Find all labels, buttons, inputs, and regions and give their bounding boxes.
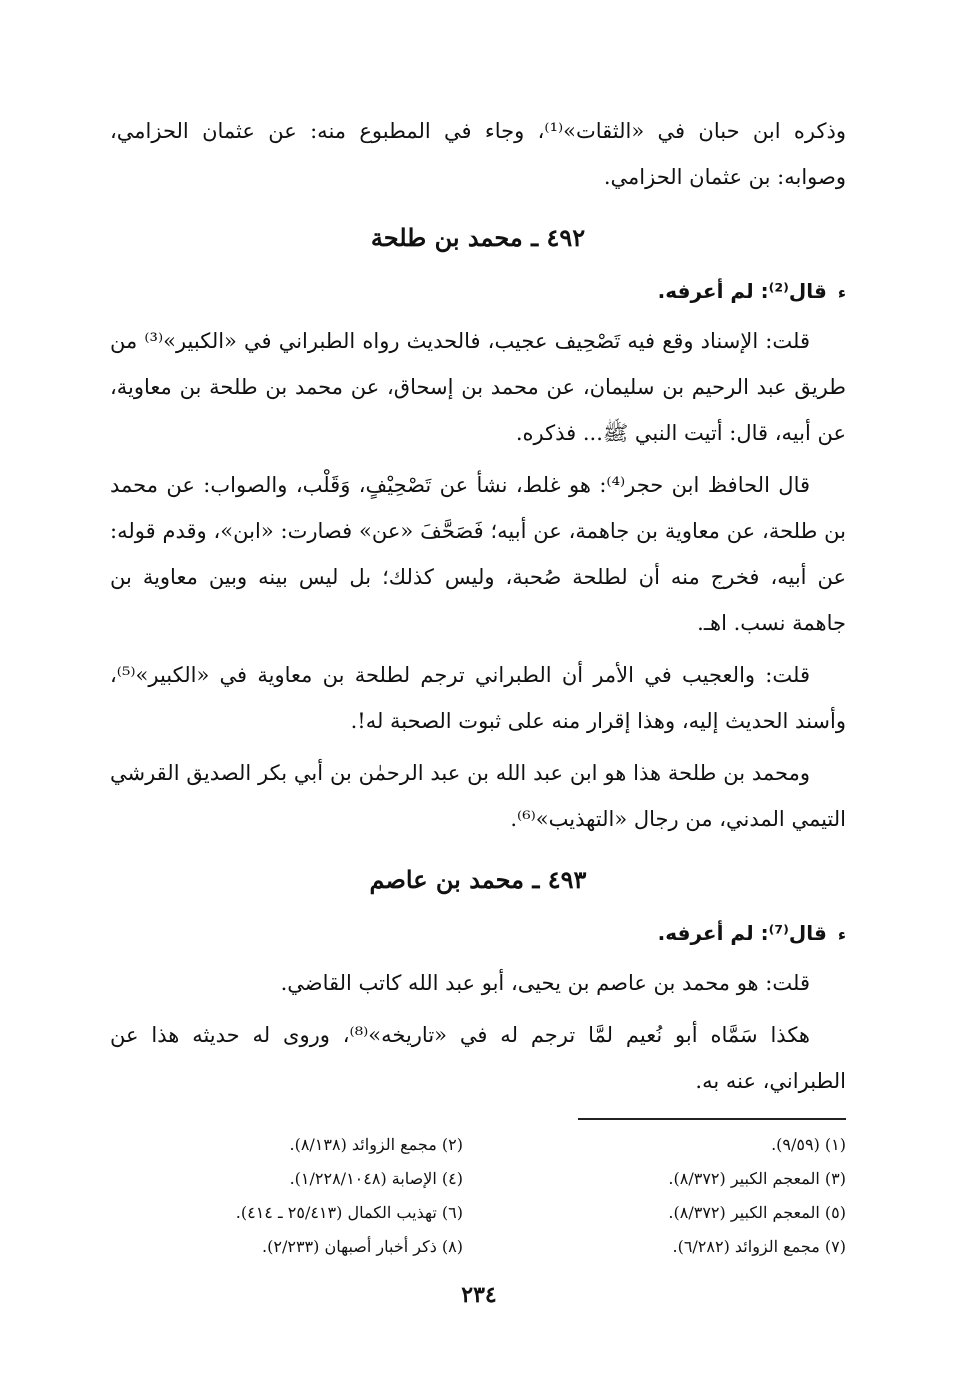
footnote-6: (٦) تهذيب الكمال (٢٥/٤١٣ ـ ٤١٤). — [235, 1203, 463, 1222]
entry-heading-492: ٤٩٢ ـ محمد بن طلحة — [370, 223, 586, 252]
footnote-list — [110, 1130, 846, 1262]
paragraph-ibn-hibban: وذكره ابن حبان في «الثقات»⁽¹⁾، وجاء في المطبوع منه: عن عثمان الحزامي، وصوابه: بن عثمان الحزامي. — [110, 119, 847, 189]
paragraph-isnad: قلت: الإسناد وقع فيه تَصْحِيف عجيب، فالحديث رواه الطبراني في «الكبير»⁽³⁾ من طريق عبد الرحيم بن سليمان، عن محمد بن إسحاق، عن محمد بن طلحة بن معاوية، عن أبيه، قال: أتيت النبي ﷺ... فذكره. — [110, 329, 846, 445]
entry-marker: ء — [837, 283, 846, 302]
paragraph-ibn-hajar: قال الحافظ ابن حجر⁽⁴⁾: هو غلط، نشأ عن تَصْحِيْفٍ، وَقَلْب، والصواب: عن محمد بن طلحة، عن معاوية بن جاهمة، عن أبيه؛ فَصَحَّفَ «عن» فصارت: «ابن»، وقدم قوله: عن أبيه، فخرج منه أن لطلحة صُحبة، وليس كذلك؛ بل ليس بينه وبين معاوية بن جاهمة نسب. اهـ. — [110, 473, 846, 635]
page-number: ٢٣٤ — [461, 1282, 497, 1308]
footnote-5: (٥) المعجم الكبير (٨/٣٧٢). — [668, 1203, 846, 1222]
qala-line-492 — [110, 270, 846, 314]
qala-line-493 — [110, 912, 846, 956]
footnote-2: (٢) مجمع الزوائد (٨/١٣٨). — [289, 1135, 463, 1154]
paragraph-abu-nuaym: هكذا سَمَّاه أبو نُعيم لمَّا ترجم له في «تاريخه»⁽⁸⁾، وروى له حديثه هذا عن الطبراني، عنه به. — [110, 1023, 846, 1093]
paragraph-tabarani: قلت: والعجيب في الأمر أن الطبراني ترجم لطلحة بن معاوية في «الكبير»⁽⁵⁾، وأسند الحديث إليه، وهذا إقرار منه على ثبوت الصحبة له!. — [110, 663, 846, 733]
footnote-3: (٣) المعجم الكبير (٨/٣٧٢). — [668, 1169, 846, 1188]
footnote-7: (٧) مجمع الزوائد (٦/٢٨٢). — [672, 1237, 846, 1256]
entry-heading-493: ٤٩٣ ـ محمد بن عاصم — [369, 865, 587, 894]
footnote-4: (٤) الإصابة (١/٢٢٨/١٠٤٨). — [289, 1169, 463, 1188]
paragraph-muhammad-talha: ومحمد بن طلحة هذا هو ابن عبد الله بن عبد الرحمٰن بن أبي بكر الصديق القرشي التيمي المدني، من رجال «التهذيب»⁽⁶⁾. — [110, 761, 846, 831]
entry-marker: ء — [837, 925, 846, 944]
footnotes-section — [110, 1118, 846, 1262]
qala-text-492: قال⁽²⁾: لم أعرفه. — [657, 279, 827, 303]
footnote-divider — [578, 1118, 846, 1120]
footnote-8: (٨) ذكر أخبار أصبهان (٢/٢٣٣). — [262, 1237, 463, 1256]
qala-text-493: قال⁽⁷⁾: لم أعرفه. — [657, 921, 827, 945]
paragraph-muhammad-asim: قلت: هو محمد بن عاصم بن يحيى، أبو عبد الله كاتب القاضي. — [280, 971, 810, 995]
footnote-1: (١) (٩/٥٩). — [771, 1135, 846, 1154]
